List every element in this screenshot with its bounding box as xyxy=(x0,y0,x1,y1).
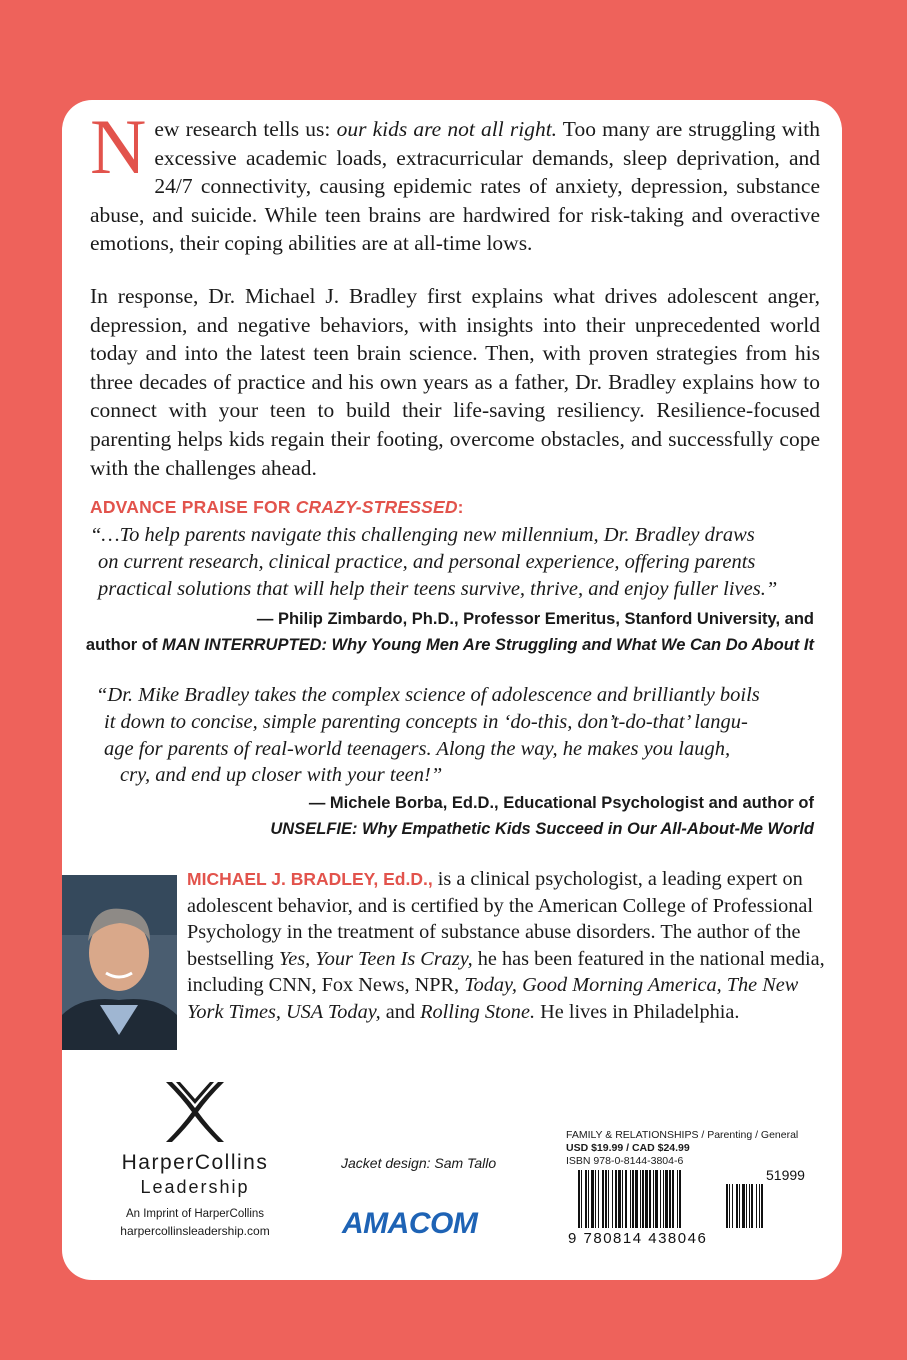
barcode-bar xyxy=(605,1170,607,1228)
barcode-bar xyxy=(585,1170,587,1228)
barcode-addon-bar xyxy=(749,1184,750,1228)
barcode-bar xyxy=(653,1170,654,1228)
barcode-addon-bar xyxy=(756,1184,757,1228)
imprint-text: An Imprint of HarperCollins xyxy=(125,1208,265,1220)
praise-quote-1 xyxy=(90,522,777,602)
author-portrait-illustration xyxy=(62,875,177,1050)
barcode-bar xyxy=(618,1170,621,1228)
barcode-bar xyxy=(665,1170,668,1228)
barcode-graphic xyxy=(566,1168,812,1248)
fire-and-water-logo-icon xyxy=(162,1078,228,1146)
quote-line: cry, and end up closer with your teen!” xyxy=(120,764,443,787)
barcode-bar xyxy=(642,1170,644,1228)
barcode-addon-bar xyxy=(736,1184,738,1228)
barcode-addon-bar xyxy=(729,1184,730,1228)
barcode-bar xyxy=(635,1170,638,1228)
barcode-addon-bar xyxy=(761,1184,763,1228)
barcode-bar xyxy=(578,1170,580,1228)
intro-paragraph: New research tells us: our kids are not all right. Too many are struggling with excessive academic loads, extracurricular demands, sleep deprivation, and 24/7 connectivity, causing epidemic rates of anxiety, depression, substance abuse, and suicide. While teen brains are hardwired for risk-taking and overactive emotions, their coping abilities are at all-time lows. xyxy=(90,103,820,256)
quote-line: on current research, clinical practice, and personal experience, offering parents xyxy=(98,550,756,573)
author-photo xyxy=(62,875,177,1050)
barcode-bar xyxy=(625,1170,627,1228)
barcode-bar xyxy=(595,1170,596,1228)
barcode-bar xyxy=(663,1170,664,1228)
barcode-bar xyxy=(669,1170,671,1228)
barcode-addon-bar xyxy=(759,1184,760,1228)
praise-attribution-2: — Michele Borba, Ed.D., Educational Psychologist and author of UNSELFIE: Why Empathetic Kids Succeed in Our All-About-Me World xyxy=(270,794,814,838)
barcode-bar xyxy=(632,1170,634,1228)
publisher-logo xyxy=(95,1078,295,1238)
barcode-bar xyxy=(612,1170,613,1228)
barcode-bar xyxy=(677,1170,678,1228)
quote-line: “Dr. Mike Bradley takes the complex science of adolescence and brilliantly boils xyxy=(96,684,760,706)
quote-line: it down to concise, simple parenting concepts in ‘do-this, don’t-do-that’ langu- xyxy=(104,710,748,733)
barcode-addon-bar xyxy=(746,1184,747,1228)
praise-attribution-1: — Philip Zimbardo, Ph.D., Professor Emeritus, Stanford University, and author of MAN INTERRUPTED: Why Young Men Are Struggling and What We Can Do About It xyxy=(85,610,814,654)
publisher-name-line2: Leadership xyxy=(140,1177,250,1197)
barcode-bar xyxy=(630,1170,631,1228)
publisher-url: harpercollinsleadership.com xyxy=(120,1224,270,1238)
price-text: USD $19.99 / CAD $24.99 xyxy=(566,1142,690,1154)
praise-quote-2 xyxy=(96,682,760,789)
barcode-bar xyxy=(591,1170,594,1228)
amacom-logo: AMACOM xyxy=(342,1207,478,1240)
barcode-bar xyxy=(622,1170,623,1228)
barcode-addon: 51999 xyxy=(766,1168,805,1183)
barcode-bar xyxy=(660,1170,661,1228)
barcode-addon-bar xyxy=(751,1184,753,1228)
barcode-addon-bar xyxy=(739,1184,740,1228)
barcode-bar xyxy=(640,1170,641,1228)
barcode-bar xyxy=(588,1170,589,1228)
barcode-bar xyxy=(615,1170,617,1228)
barcode-bar xyxy=(672,1170,674,1228)
drop-cap: N xyxy=(90,103,147,190)
author-bio: MICHAEL J. BRADLEY, Ed.D., is a clinical psychologist, a leading expert on adolescent behavior, and is certified by the American College of Professional Psychology in the treatment of substance abuse disorders. The author of the bestselling Yes, Your Teen Is Crazy, he has been featured in the national media, including CNN, Fox News, NPR, Today, Good Morning America, The New York Times, USA Today, and Rolling Stone. He lives in Philadelphia. xyxy=(187,868,825,1023)
barcode-bar xyxy=(581,1170,582,1228)
barcode-bar xyxy=(679,1170,681,1228)
barcode-addon-bar xyxy=(742,1184,745,1228)
quote-line: age for parents of real-world teenagers. Along the way, he makes you laugh, xyxy=(104,737,731,760)
category-text: FAMILY & RELATIONSHIPS / Parenting / General xyxy=(566,1129,799,1141)
jacket-credit: Jacket design: Sam Tallo xyxy=(341,1155,497,1171)
barcode-addon-bar xyxy=(732,1184,733,1228)
barcode-addon-bar xyxy=(726,1184,728,1228)
barcode-bar xyxy=(608,1170,609,1228)
barcode-bar xyxy=(602,1170,604,1228)
quote-line: “…To help parents navigate this challenging new millennium, Dr. Bradley draws xyxy=(90,524,755,546)
isbn-barcode xyxy=(566,1168,812,1253)
barcode-bar xyxy=(649,1170,651,1228)
barcode-number: 9 780814 438046 xyxy=(568,1230,708,1247)
barcode-bar xyxy=(655,1170,658,1228)
barcode-bar xyxy=(598,1170,599,1228)
isbn-text: ISBN 978-0-8144-3804-6 xyxy=(566,1155,684,1167)
quote-line: practical solutions that will help their teens survive, thrive, and enjoy fuller lives.” xyxy=(98,577,778,600)
response-paragraph: In response, Dr. Michael J. Bradley first explains what drives adolescent anger, depression, and negative behaviors, with insights into their unprecedented world today and into the latest teen brain science. Then, with proven strategies from his three decades of practice and his own years as a father, Dr. Bradley explains how to connect with your teen to build their life-saving resiliency. Resilience-focused parenting helps kids regain their footing, overcome obstacles, and successfully cope with the challenges ahead. xyxy=(90,284,820,480)
barcode-bar xyxy=(645,1170,648,1228)
publisher-name-line1: HarperCollins xyxy=(121,1151,269,1174)
praise-heading: ADVANCE PRAISE FOR CRAZY-STRESSED: xyxy=(90,497,464,517)
barcode-info xyxy=(566,1129,798,1168)
